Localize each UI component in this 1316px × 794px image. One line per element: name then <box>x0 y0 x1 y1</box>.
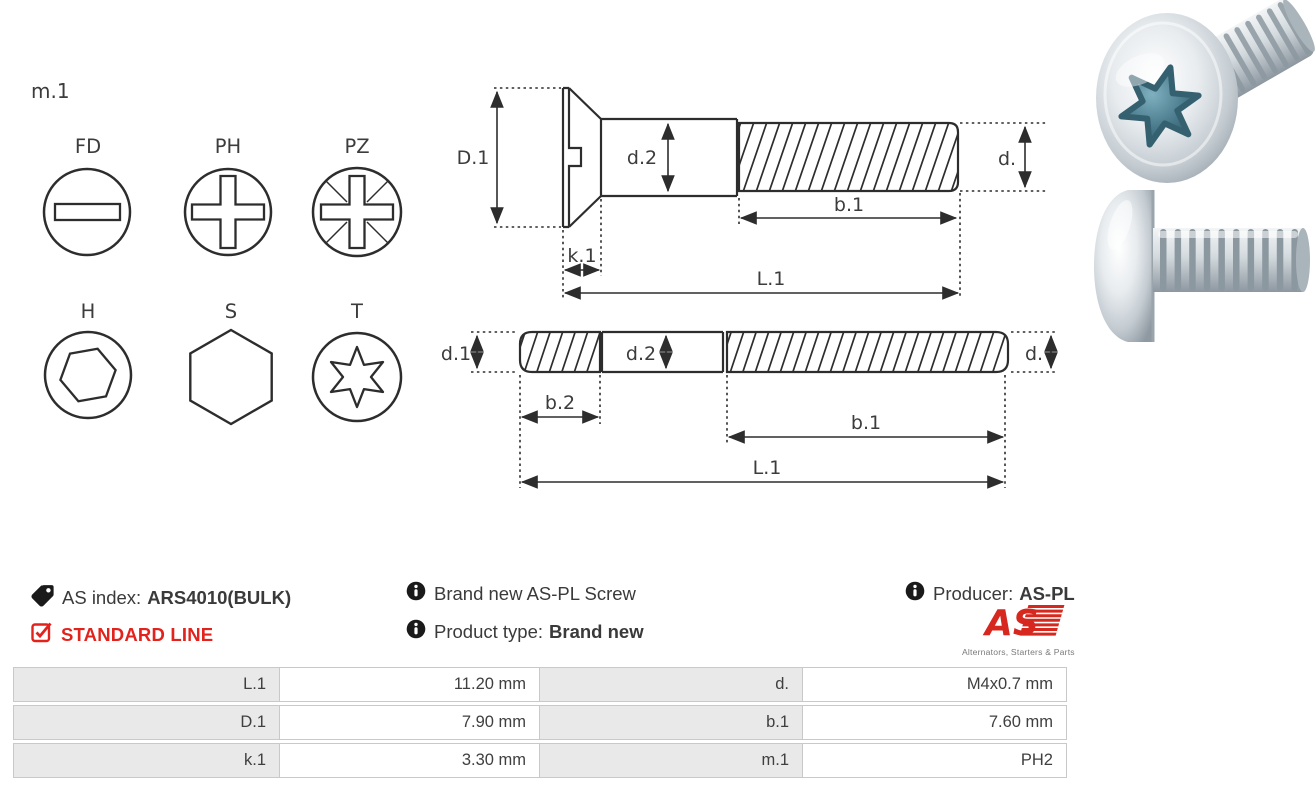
dim-d-label: d. <box>997 148 1017 170</box>
spec-value: M4x0.7 mm <box>803 667 1067 702</box>
countersunk-screw-outline <box>563 88 958 227</box>
spec-label: d. <box>540 667 803 702</box>
dim-d1-label: d.1 <box>440 343 472 365</box>
producer-label: Producer: <box>933 582 1014 604</box>
spec-label: L.1 <box>13 667 280 702</box>
spec-value: 3.30 mm <box>280 743 540 778</box>
drive-label-s: S <box>224 300 238 323</box>
screw-photo-angled <box>1096 0 1316 183</box>
spec-label: D.1 <box>13 705 280 740</box>
hex-head-drive-icon <box>190 330 271 424</box>
product-type-value: Brand new <box>549 620 644 642</box>
logo-tagline: Alternators, Starters & Parts <box>962 647 1075 657</box>
product-type-label: Product type: <box>434 620 544 642</box>
product-type-row <box>406 619 644 644</box>
dim-b1-label: b.1 <box>850 412 882 434</box>
spec-label: k.1 <box>13 743 280 778</box>
product-photo <box>1080 0 1316 350</box>
standard-line-badge: STANDARD LINE <box>61 623 214 645</box>
producer-value: AS-PL <box>1019 582 1075 604</box>
spec-value: 7.60 mm <box>803 705 1067 740</box>
dim-b1-label: b.1 <box>833 194 865 216</box>
dim-L1-label: L.1 <box>752 457 782 479</box>
as-index-label: AS index: <box>62 587 142 608</box>
product-description: Brand new AS-PL Screw <box>434 582 636 604</box>
drive-label-h: H <box>80 300 96 323</box>
dim-k1-label: k.1 <box>567 245 597 267</box>
dimension-labels-bottom <box>441 343 1043 479</box>
dim-b2-label: b.2 <box>544 392 576 414</box>
drive-label-ph: PH <box>214 135 242 158</box>
drive-label-fd: FD <box>74 135 102 158</box>
drive-types-panel <box>0 60 440 450</box>
table-row <box>13 667 1067 702</box>
drive-label-pz: PZ <box>344 135 370 158</box>
tag-icon <box>29 583 54 613</box>
as-index-row <box>29 583 291 613</box>
spec-value: 7.90 mm <box>280 705 540 740</box>
info-icon <box>905 581 925 606</box>
dim-L1-label: L.1 <box>756 268 786 290</box>
thread-hatching <box>716 119 976 195</box>
torx-drive-icon <box>313 333 401 421</box>
table-row <box>13 743 1067 778</box>
m1-label: m.1 <box>31 79 70 103</box>
dim-D1-label: D.1 <box>456 147 490 169</box>
spec-label: m.1 <box>540 743 803 778</box>
spec-value: PH2 <box>803 743 1067 778</box>
table-row <box>13 705 1067 740</box>
drive-label-t: T <box>351 300 363 323</box>
screw-dimension-diagrams <box>440 60 1085 520</box>
checkbox-checked-icon <box>31 621 53 648</box>
logo-text: AS <box>985 603 1039 641</box>
dim-d-label: d. <box>1024 343 1044 365</box>
pozidriv-drive-icon <box>313 168 401 256</box>
as-pl-logo <box>962 603 1075 657</box>
description-row <box>406 581 636 606</box>
spec-value: 11.20 mm <box>280 667 540 702</box>
phillips-drive-icon <box>185 169 271 255</box>
dim-d2-label: d.2 <box>626 147 658 169</box>
spec-label: b.1 <box>540 705 803 740</box>
dim-d2-label: d.2 <box>625 343 657 365</box>
screw-photo-side <box>1094 190 1310 342</box>
standard-line-row <box>31 621 213 648</box>
thread-hatching <box>498 328 614 376</box>
slotted-drive-icon <box>44 169 130 255</box>
info-icon <box>406 619 426 644</box>
info-icon <box>406 581 426 606</box>
as-index-value: ARS4010(BULK) <box>147 587 292 608</box>
thread-hatching <box>704 328 1020 376</box>
hex-socket-drive-icon <box>45 332 131 418</box>
spec-table <box>13 664 1067 781</box>
